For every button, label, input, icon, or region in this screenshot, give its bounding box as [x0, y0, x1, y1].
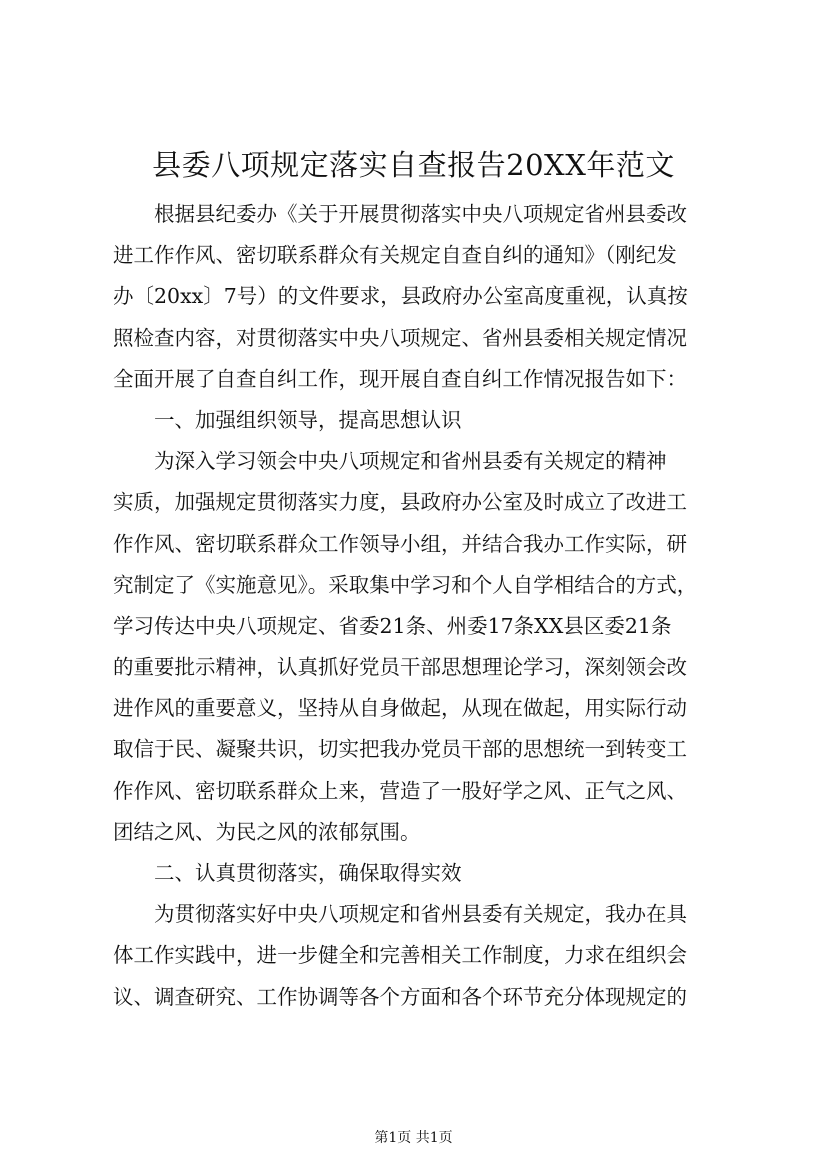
text-line: 全面开展了自查自纠工作，现开展自查自纠工作情况报告如下： — [113, 366, 687, 391]
text-line: 议、调查研究、工作协调等各个方面和各个环节充分体现规定的 — [113, 984, 687, 1009]
text-line: 作作风、密切联系群众上来，营造了一股好学之风、正气之风、 — [113, 778, 687, 803]
document-body — [113, 194, 723, 1018]
text-line: 为贯彻落实好中央八项规定和省州县委有关规定，我办在具 — [154, 902, 687, 927]
text-line: 办〔20xx〕7号）的文件要求，县政府办公室高度重视，认真按 — [113, 284, 688, 309]
text-line: 二、认真贯彻落实，确保取得实效 — [154, 861, 462, 885]
text-line: 照检查内容，对贯彻落实中央八项规定、省州县委相关规定情况 — [113, 325, 687, 350]
text-line: 体工作实践中，进一步健全和完善相关工作制度，力求在组织会 — [113, 943, 687, 968]
text-line: 一、加强组织领导，提高思想认识 — [154, 407, 462, 432]
text-line: 进工作作风、密切联系群众有关规定自查自纠的通知》（刚纪发 — [113, 243, 677, 268]
text-line: 学习传达中央八项规定、省委21条、州委17条XX县区委21条 — [113, 613, 672, 638]
text-line: 的重要批示精神，认真抓好党员干部思想理论学习，深刻领会改 — [113, 655, 687, 680]
text-line: 为深入学习领会中央八项规定和省州县委有关规定的精神 — [154, 449, 667, 474]
page-footer: 第1页 共1页 — [374, 1130, 453, 1146]
text-line: 进作风的重要意义，坚持从自身做起，从现在做起，用实际行动 — [113, 696, 687, 721]
text-line: 究制定了《实施意见》。采取集中学习和个人自学相结合的方式， — [113, 572, 698, 597]
text-line: 团结之风、为民之风的浓郁氛围。 — [113, 819, 421, 844]
text-line: 作作风、密切联系群众工作领导小组，并结合我办工作实际，研 — [113, 531, 687, 556]
text-line: 实质，加强规定贯彻落实力度，县政府办公室及时成立了改进工 — [113, 490, 687, 515]
text-line: 根据县纪委办《关于开展贯彻落实中央八项规定省州县委改 — [154, 202, 687, 226]
document-title: 县委八项规定落实自查报告20XX年范文 — [152, 148, 675, 182]
text-line: 取信于民、凝聚共识，切实把我办党员干部的思想统一到转变工 — [113, 737, 687, 762]
